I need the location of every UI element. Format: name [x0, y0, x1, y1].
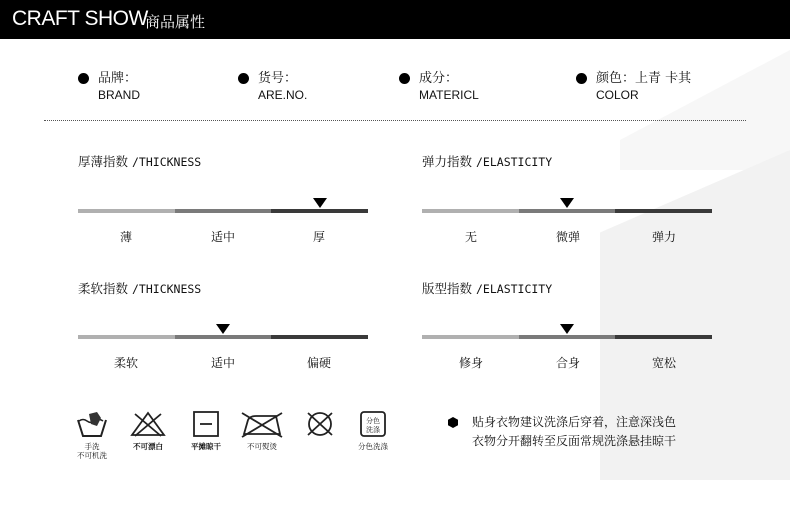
note-line-1: 贴身衣物建议洗涤后穿着，注意深浅色: [472, 415, 677, 429]
no-bleach-icon: [129, 410, 167, 438]
scale-segment: [615, 209, 712, 213]
scale-label: 修身: [458, 356, 483, 370]
scale-title-thickness: [78, 152, 201, 170]
scale-label: 微弹: [555, 230, 580, 244]
badge-line1: 分色: [366, 417, 380, 425]
scale-title-elasticity: [422, 152, 552, 170]
attribute-brand: [98, 70, 140, 104]
care-label: 分色洗涤: [358, 442, 388, 451]
scale-bar-elasticity: [422, 209, 712, 213]
scale-title-zh: 厚薄指数: [78, 154, 129, 169]
care-note: [472, 413, 676, 451]
scale-title-en: /THICKNESS: [132, 282, 202, 296]
scale-segment: [615, 335, 712, 339]
header-bar: [0, 0, 790, 39]
scale-segment: [175, 335, 272, 339]
scale-title-en: /THICKNESS: [132, 155, 202, 169]
scale-segment: [519, 335, 616, 339]
scale-title-en: /ELASTICITY: [476, 155, 553, 169]
bullet-icon: [399, 73, 410, 84]
scale-marker-icon: [216, 324, 230, 334]
scale-segment: [78, 209, 175, 213]
scale-title-softness: [78, 279, 201, 297]
attribute-value: 上青 卡其: [635, 71, 692, 86]
attribute-label: 品牌：: [98, 71, 138, 86]
care-item-hand-wash: [67, 410, 117, 460]
bullet-icon: [78, 73, 89, 84]
scale-marker-icon: [313, 198, 327, 208]
badge-line2: 洗涤: [366, 426, 380, 434]
attribute-article-no: [258, 70, 307, 104]
attribute-en: ARE.NO.: [258, 88, 308, 102]
care-label: 手洗: [84, 442, 100, 451]
attribute-label: 货号：: [258, 71, 298, 86]
scale-label: 合身: [555, 356, 580, 370]
scale-title-zh: 弹力指数: [422, 154, 473, 169]
care-label-sub: 不可机洗: [77, 451, 107, 460]
scale-label: 柔软: [113, 356, 138, 370]
scale-segment: [175, 209, 272, 213]
brand-title: CRAFT SHOW: [12, 7, 148, 30]
no-dry-clean-icon: [304, 410, 336, 438]
scale-segment: [78, 335, 175, 339]
scale-marker-icon: [560, 324, 574, 334]
scale-label: 宽松: [651, 356, 676, 370]
care-item-no-bleach: [123, 410, 173, 451]
bullet-icon: [238, 73, 249, 84]
dry-flat-icon: [191, 410, 221, 438]
attribute-en: BRAND: [98, 88, 141, 102]
scale-label: 薄: [119, 230, 132, 244]
scale-segment: [271, 209, 368, 213]
care-item-dry-flat: [181, 410, 231, 451]
scale-label: 适中: [210, 356, 235, 370]
scale-segment: [422, 209, 519, 213]
section-title: 商品属性: [145, 13, 206, 31]
scale-label: 弹力: [651, 230, 676, 244]
attribute-en: MATERICL: [419, 88, 479, 102]
bullet-icon: [448, 417, 458, 428]
attribute-en: COLOR: [596, 88, 639, 102]
attribute-color: [596, 70, 691, 104]
scale-title-fit: [422, 279, 552, 297]
care-label: 不可熨烫: [247, 442, 277, 451]
care-label: 平摊晾干: [191, 442, 221, 451]
scale-segment: [422, 335, 519, 339]
attribute-label: 成分：: [419, 71, 459, 86]
no-iron-icon: [238, 410, 286, 438]
hand-wash-icon: [75, 410, 109, 438]
scale-bar-fit: [422, 335, 712, 339]
background-shape-top: [620, 50, 790, 170]
care-label: 不可漂白: [133, 442, 163, 451]
scale-title-zh: 柔软指数: [78, 281, 129, 296]
care-item-no-dry-clean: [295, 410, 345, 442]
dotted-divider: [44, 120, 746, 121]
scale-bar-thickness: [78, 209, 368, 213]
care-item-no-iron: [237, 410, 287, 451]
scale-bar-softness: [78, 335, 368, 339]
scale-segment: [271, 335, 368, 339]
bullet-icon: [576, 73, 587, 84]
note-line-2: 衣物分开翻转至反面常规洗涤悬挂晾干: [472, 434, 677, 448]
scale-title-zh: 版型指数: [422, 281, 473, 296]
care-item-wash-separately: [348, 410, 398, 451]
scale-marker-icon: [560, 198, 574, 208]
scale-label: 无: [464, 230, 477, 244]
attribute-material: [419, 70, 479, 104]
scale-label: 厚: [312, 230, 325, 244]
scale-label: 偏硬: [306, 356, 331, 370]
scale-title-en: /ELASTICITY: [476, 282, 553, 296]
wash-separately-icon: [359, 410, 387, 438]
scale-segment: [519, 209, 616, 213]
attribute-label: 颜色：: [596, 71, 636, 86]
scale-label: 适中: [210, 230, 235, 244]
